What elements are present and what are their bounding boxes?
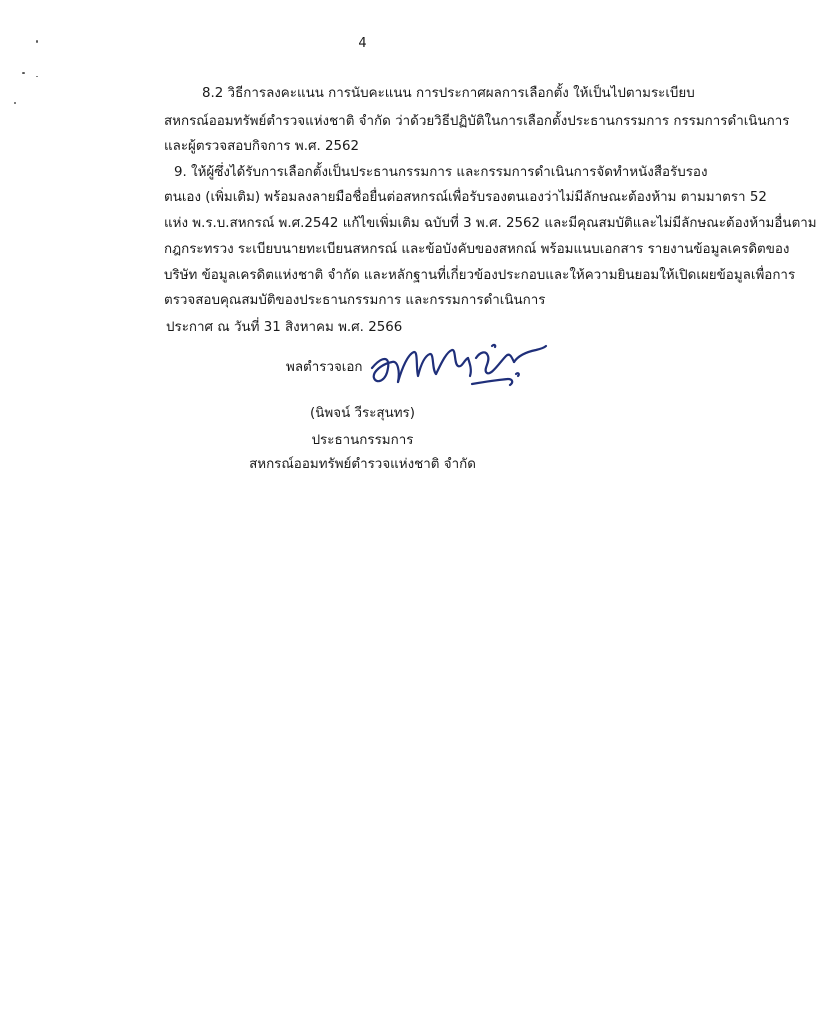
signature-stroke	[472, 379, 512, 385]
paragraph-9-line-2: ตนเอง (เพิ่มเติม) พร้อมลงลายมือชื่อยื่นต่อสหกรณ์เพื่อรับรองตนเองว่าไม่มีลักษณะต้องห้าม ตามมาตรา 52	[164, 190, 767, 205]
paragraph-9-line-3: แห่ง พ.ร.บ.สหกรณ์ พ.ศ.2542 แก้ไขเพิ่มเติม ฉบับที่ 3 พ.ศ. 2562 และมีคุณสมบัติและไม่มีลักษณะต้องห้ามอื่นตาม	[164, 216, 817, 231]
signer-name: (นิพจน์ วีระสุนทร)	[310, 406, 415, 421]
signature-stroke	[372, 359, 399, 382]
paragraph-8-2-line-2: สหกรณ์ออมทรัพย์ตำรวจแห่งชาติ จำกัด ว่าด้วยวิธีปฏิบัติในการเลือกตั้งประธานกรรมการ กรรมการดำเนินการ	[164, 114, 790, 129]
announcement-date: ประกาศ ณ วันที่ 31 สิงหาคม พ.ศ. 2566	[166, 320, 403, 335]
paragraph-8-2-line-1: 8.2 วิธีการลงคะแนน การนับคะแนน การประกาศผลการเลือกตั้ง ให้เป็นไปตามระเบียบ	[202, 86, 695, 101]
paragraph-8-2-line-3: และผู้ตรวจสอบกิจการ พ.ศ. 2562	[164, 139, 360, 154]
page-number: 4	[358, 36, 367, 51]
signature-stroke	[514, 346, 546, 362]
paragraph-9-line-4: กฎกระทรวง ระเบียบนายทะเบียนสหกรณ์ และข้อบังคับของสหกณ์ พร้อมแนบเอกสาร รายงานข้อมูลเครดิตของ	[164, 242, 790, 257]
signature-stroke	[516, 373, 519, 376]
signer-organization: สหกรณ์ออมทรัพย์ตำรวจแห่งชาติ จำกัด	[249, 457, 476, 472]
signature-stroke	[492, 345, 495, 347]
scan-speck	[14, 102, 16, 104]
signer-rank: พลตำรวจเอก	[286, 360, 363, 375]
paragraph-9-line-6: ตรวจสอบคุณสมบัติของประธานกรรมการ และกรรมการดำเนินการ	[164, 293, 546, 308]
scan-speck	[36, 76, 38, 77]
signature-stroke	[436, 350, 468, 374]
signer-position: ประธานกรรมการ	[311, 433, 414, 448]
paragraph-9-line-1: 9. ให้ผู้ซึ่งได้รับการเลือกตั้งเป็นประธานกรรมการ และกรรมการดำเนินการจัดทำหนังสือรับรอง	[174, 165, 708, 180]
signature-stroke	[476, 352, 514, 373]
scan-speck	[22, 72, 25, 74]
signature-stroke	[398, 352, 436, 382]
signature-stroke	[468, 358, 471, 376]
signature-image	[368, 338, 548, 394]
paragraph-9-line-5: บริษัท ข้อมูลเครดิตแห่งชาติ จำกัด และหลักฐานที่เกี่ยวข้องประกอบและให้ความยินยอมให้เปิดเผยข้อมูลเพื่อการ	[164, 268, 796, 283]
